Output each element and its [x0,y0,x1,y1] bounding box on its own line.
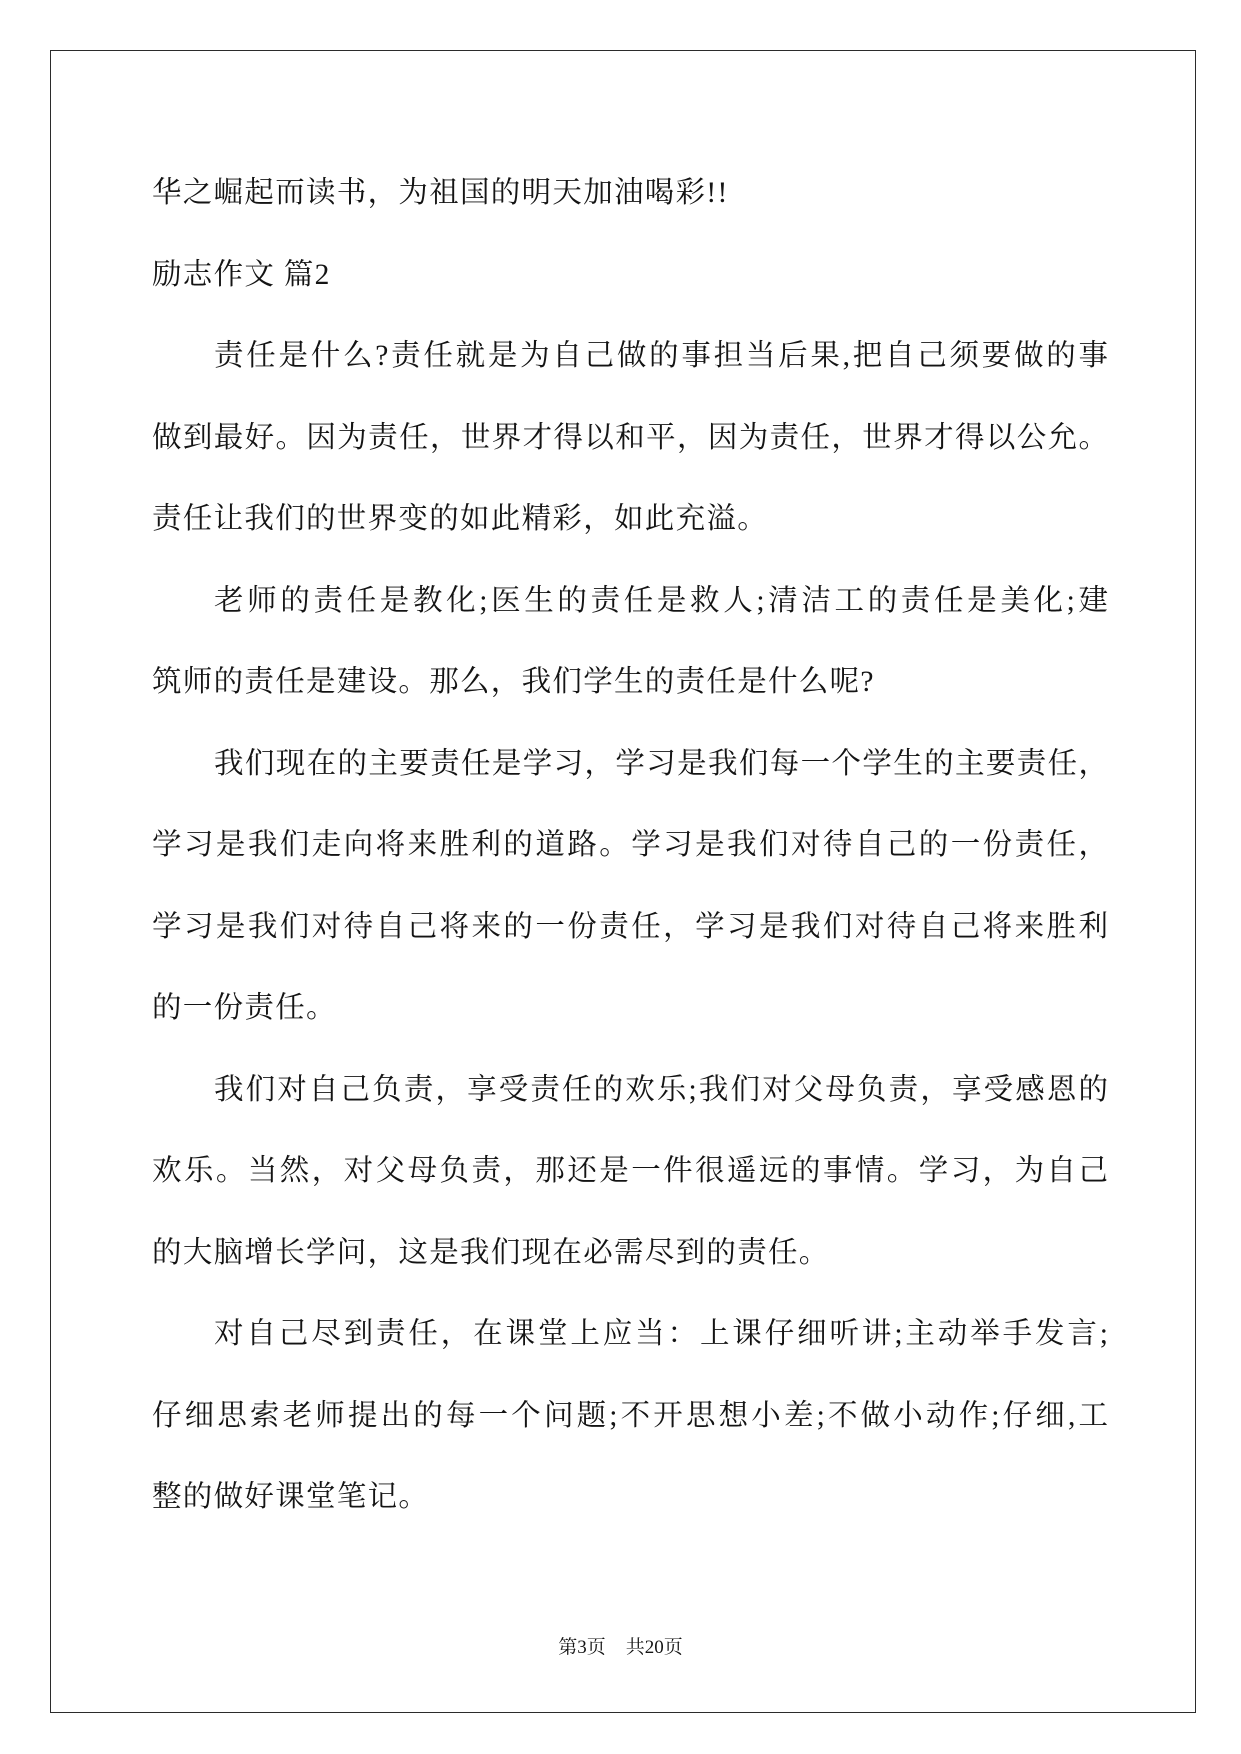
page-content [152,153,1108,1539]
paragraph-line: 的一份责任。 [152,992,337,1024]
paragraph-line: 做到最好。因为责任，世界才得以和平，因为责任，世界才得以公允。 [152,421,1108,454]
paragraph-line: 学习是我们走向将来胜利的道路。学习是我们对待自己的一份责任， [152,829,1108,861]
paragraph-line: 老师的责任是教化;医生的责任是救人;清洁工的责任是美化;建 [214,584,1108,617]
paragraph [152,1050,1108,1295]
section-heading: 励志作文 篇2 [152,258,331,291]
continuation-line: 华之崛起而读书，为祖国的明天加油喝彩!! [152,177,729,209]
paragraph-line: 的大脑增长学问，这是我们现在必需尽到的责任。 [152,1236,830,1269]
paragraph-line: 筑师的责任是建设。那么，我们学生的责任是什么呢? [152,666,875,698]
paragraph [152,724,1108,1050]
paragraph-line: 责任让我们的世界变的如此精彩，如此充溢。 [152,503,769,535]
page-total: 共20页 [625,1637,683,1658]
paragraph-line: 欢乐。当然，对父母负责，那还是一件很遥远的事情。学习，为自己 [152,1155,1108,1187]
page-number: 第3页 [558,1637,606,1658]
paragraph-line: 责任是什么?责任就是为自己做的事担当后果,把自己须要做的事 [214,340,1108,372]
paragraph [152,561,1108,724]
paragraph [152,316,1108,561]
page-footer [0,1636,1241,1660]
paragraph [152,1294,1108,1539]
paragraph-line: 我们对自己负责，享受责任的欢乐;我们对父母负责，享受感恩的 [214,1073,1108,1106]
paragraph-line: 整的做好课堂笔记。 [152,1481,430,1513]
paragraph-line: 我们现在的主要责任是学习，学习是我们每一个学生的主要责任， [214,747,1108,780]
paragraph-line: 仔细思索老师提出的每一个问题;不开思想小差;不做小动作;仔细,工 [152,1399,1108,1432]
paragraph-line: 学习是我们对待自己将来的一份责任，学习是我们对待自己将来胜利 [152,910,1108,943]
paragraph-line: 对自己尽到责任，在课堂上应当：上课仔细听讲;主动举手发言; [214,1318,1108,1350]
